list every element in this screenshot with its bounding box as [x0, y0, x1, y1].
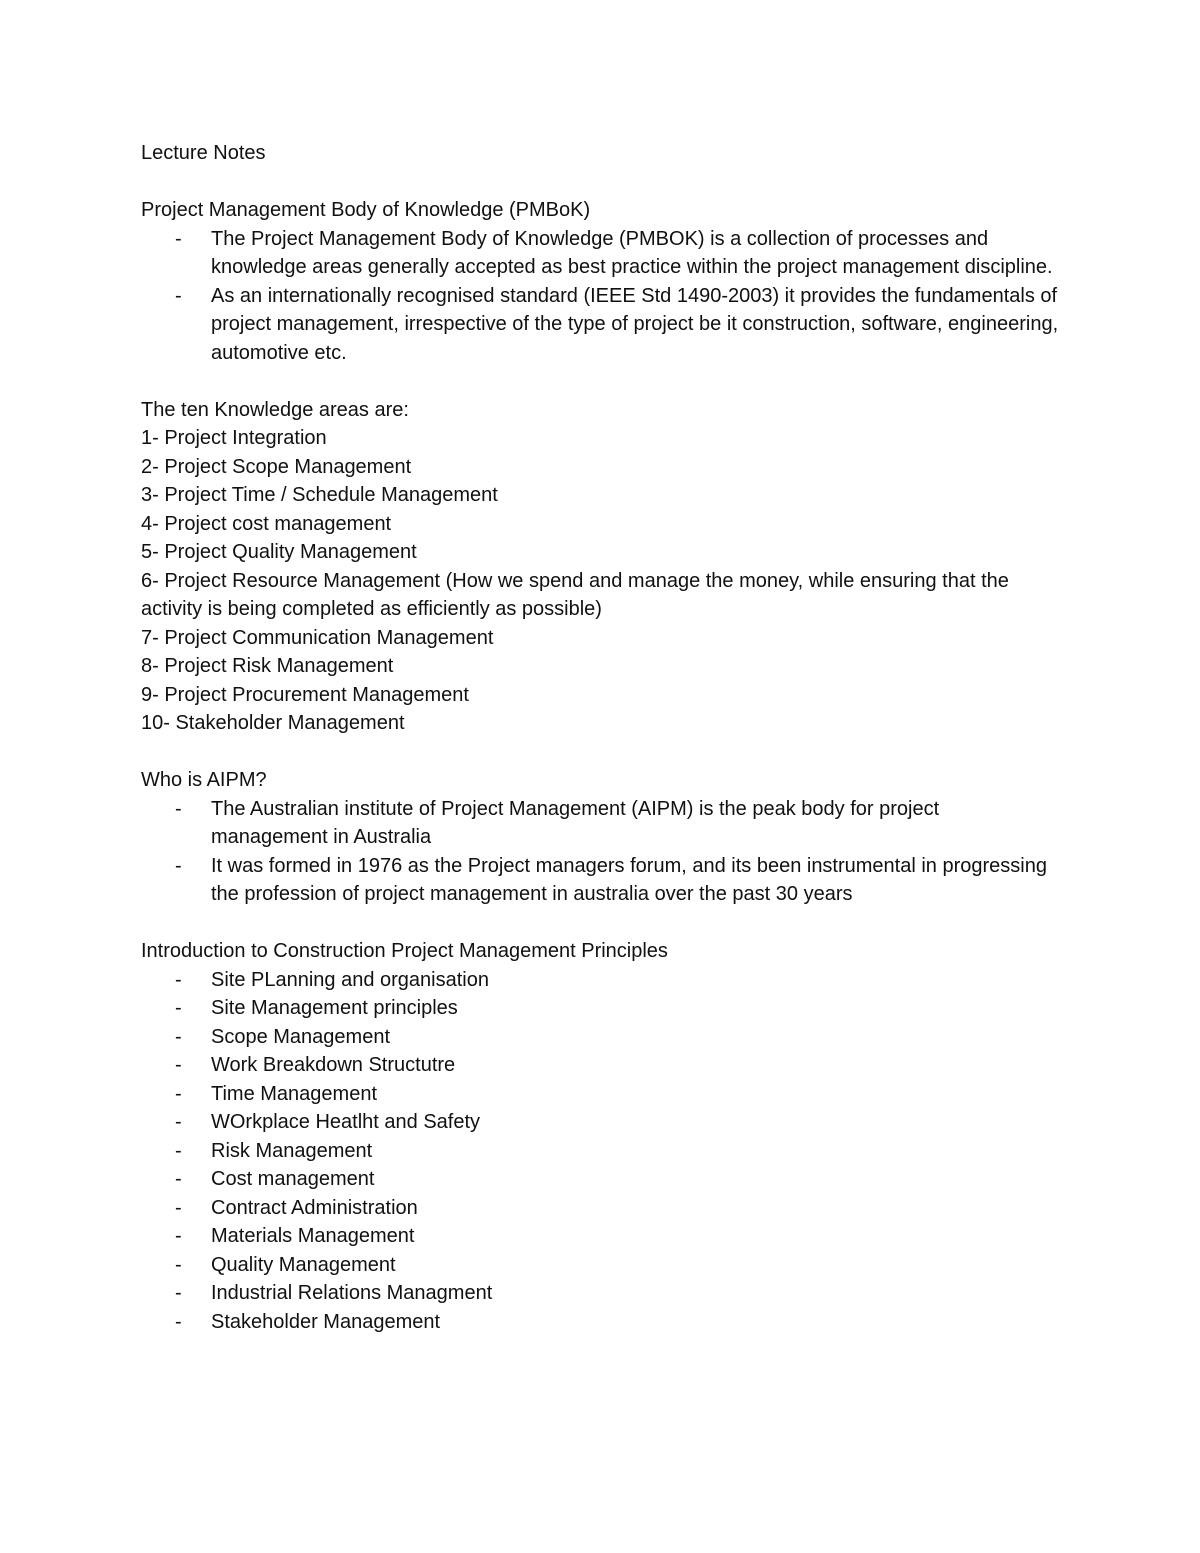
dash-marker: -	[175, 1196, 182, 1219]
list-item	[141, 1137, 1061, 1166]
list-item-text: Work Breakdown Structutre	[211, 1054, 456, 1076]
list-item	[141, 1308, 1061, 1337]
dash-marker: -	[175, 1225, 182, 1247]
dash-marker: -	[175, 1139, 182, 1162]
dash-marker: -	[175, 1025, 182, 1048]
blank-line	[141, 738, 1061, 767]
list-item	[141, 1165, 1061, 1194]
list-item	[141, 795, 1061, 852]
construction-heading: Introduction to Construction Project Management Principles	[141, 940, 668, 962]
dash-marker: -	[175, 1168, 182, 1190]
list-item-text: The Project Management Body of Knowledge (PMBOK) is a collection of processes and knowledge areas generally accepted as best practice within the project management discipline.	[211, 227, 1053, 278]
list-item: 9- Project Procurement Management	[141, 683, 469, 706]
list-item: 2- Project Scope Management	[141, 455, 412, 478]
document-title: Lecture Notes	[141, 142, 266, 164]
list-item-text: Risk Management	[211, 1139, 373, 1162]
dash-marker: -	[175, 797, 182, 820]
aipm-bullet-list	[141, 795, 1061, 909]
list-item-text: Quality Management	[211, 1253, 396, 1276]
list-item-text: Industrial Relations Managment	[211, 1282, 493, 1304]
dash-marker: -	[175, 227, 182, 250]
list-item	[141, 966, 1061, 995]
blank-line	[141, 367, 1061, 396]
list-item	[141, 282, 1061, 368]
pmbok-bullet-list	[141, 225, 1061, 368]
list-item-text: Time Management	[211, 1082, 377, 1105]
list-item: 7- Project Communication Management	[141, 626, 494, 649]
dash-marker: -	[175, 1082, 182, 1105]
list-item-text: Contract Administration	[211, 1196, 418, 1219]
construction-bullet-list	[141, 966, 1061, 1337]
dash-marker: -	[175, 997, 182, 1019]
dash-marker: -	[175, 1310, 182, 1333]
list-item-text: As an internationally recognised standard (IEEE Std 1490-2003) it provides the fundamentals of project management, irrespective of the type of project be it construction, software, engineering, automotive etc.	[211, 284, 1059, 364]
aipm-heading: Who is AIPM?	[141, 769, 267, 791]
list-item: 10- Stakeholder Management	[141, 712, 405, 734]
list-item-text: The Australian institute of Project Management (AIPM) is the peak body for project management in Australia	[211, 797, 940, 848]
list-item-text: It was formed in 1976 as the Project managers forum, and its been instrumental in progressing the profession of project management in australia over the past 30 years	[211, 854, 1047, 905]
dash-marker: -	[175, 1282, 182, 1304]
list-item-text: Stakeholder Management	[211, 1310, 441, 1333]
dash-marker: -	[175, 284, 182, 307]
pmbok-heading: Project Management Body of Knowledge (PMBoK)	[141, 199, 591, 221]
list-item-text: Scope Management	[211, 1025, 391, 1048]
list-item	[141, 1080, 1061, 1109]
list-item	[141, 1023, 1061, 1052]
dash-marker: -	[175, 1054, 182, 1076]
list-item	[141, 1051, 1061, 1080]
list-item: 3- Project Time / Schedule Management	[141, 484, 498, 506]
document-page	[141, 139, 1061, 1336]
list-item-text: Materials Management	[211, 1225, 415, 1247]
list-item-text: WOrkplace Heatlht and Safety	[211, 1111, 481, 1133]
list-item	[141, 994, 1061, 1023]
list-item	[141, 1194, 1061, 1223]
dash-marker: -	[175, 968, 182, 991]
list-item: 4- Project cost management	[141, 512, 392, 535]
blank-line	[141, 909, 1061, 938]
list-item: 1- Project Integration	[141, 427, 327, 449]
list-item	[141, 852, 1061, 909]
knowledge-areas-heading: The ten Knowledge areas are:	[141, 398, 409, 421]
dash-marker: -	[175, 854, 182, 877]
blank-line	[141, 168, 1061, 197]
knowledge-areas-list	[141, 424, 1061, 738]
list-item	[141, 1222, 1061, 1251]
list-item-text: Site PLanning and organisation	[211, 968, 489, 991]
list-item: 8- Project Risk Management	[141, 655, 394, 677]
dash-marker: -	[175, 1111, 182, 1133]
list-item-text: Cost management	[211, 1168, 375, 1190]
list-item	[141, 1108, 1061, 1137]
list-item: 6- Project Resource Management (How we spend and manage the money, while ensuring that the activity is being completed as efficiently as possible)	[141, 569, 1009, 620]
list-item	[141, 1251, 1061, 1280]
dash-marker: -	[175, 1253, 182, 1276]
list-item: 5- Project Quality Management	[141, 541, 417, 563]
list-item	[141, 225, 1061, 282]
list-item-text: Site Management principles	[211, 997, 458, 1019]
list-item	[141, 1279, 1061, 1308]
